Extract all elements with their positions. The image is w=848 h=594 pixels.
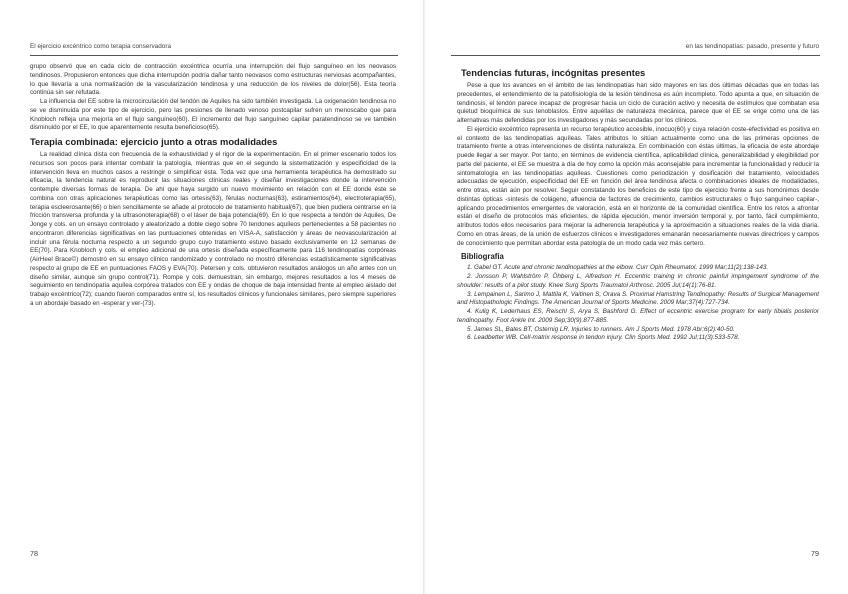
bibliography-entry: 5. James SL, Bates BT, Osternig LR. Injuries to runners. Am J Sports Med. 1978 Abr;6(2):40-50. <box>467 325 735 333</box>
bibliography-entry: 1. Gabel GT. Acute and chronic tendinopathies at the elbow. Curr Opin Rheumatol. 1999 Mar;11(2):138-143. <box>467 264 769 272</box>
right-page-body <box>457 63 819 343</box>
right-running-head: en las tendinopatías: pasado, presente y futuro <box>685 43 819 50</box>
section-heading-combined-therapy: Terapia combinada: ejercicio junto a otras modalidades <box>30 136 278 147</box>
right-page-number: 79 <box>811 549 819 558</box>
left-running-head: El ejercicio excéntrico como terapia conservadora <box>30 43 172 50</box>
bibliography-entry: 6. Leadbetter WB. Cell-matrix response in tendon injury. Clin Sports Med. 1992 Jul;11(3):533-578. <box>467 334 740 342</box>
bibliography-entry: 3. Lempainen L, Sarimo J, Mattila K, Vaitinen S, Orava S. Proximal Hamstring Tendinopathy: Results of Surgical Management and Histopathologic Findings. The American Journal of Sports Medicine. 2009 Mar;37(4):727-734. <box>457 290 819 307</box>
bibliography-entry: 2. Jonsson P, Wahlström P, Öhberg L, Alfredson H. Eccentric training in chronic painful impingement syndrome of the shoulder: results of a pilot study. Knee Surg Sports Traumatol Arthrosc. 2005 Jul;14(1):76-81. <box>457 273 819 289</box>
left-page-body <box>30 63 396 309</box>
bibliography-entry: 4. Kulig K, Lederhaus ES, Reischl S, Arya S, Bashford G. Effect of eccentric exercise program for early tibialis posterior tendinopathy. Foot Ankle Int. 2009 Sep;30(9):877-885. <box>457 308 819 324</box>
left-page-number: 78 <box>30 549 38 558</box>
body-paragraph: La realidad clínica dista con frecuencia de la exhaustividad y el rigor de la experimentación. En el primer escenario todos los recursos son pocos para intentar combatir la patología, mientras que en el segundo la sistematización y especificidad de la intervención lleva en muchos casos a restringir o simplificar ésta. Toda vez que una herramienta terapéutica ha demostrado su eficacia, la tendencia natural es reproducir las situaciones clínicas reales y diseñar investigaciones donde la intervención contemple diversas formas de terapia. De ahí que haya surgido un nuevo movimiento en relación con el EE donde éste se combina con otras aplicaciones terapéuticas como las ortesis(63), férulas nocturnas(63), estiramientos(64), electroterapia(65), terapia escleerosante(66) o bien sencillamente se añade al protocolo de tratamiento habitual(67), que bien pudiera centrarse en la fricción transversa profunda y la ultrasonoterapia(68) o el láser de baja potencia(69). En lo que respecta a tendón de Aquiles, De Jonge y cols. en un ensayo controlado y aleatorizado a doble ciego sobre 70 tendones aquíleos pertenecientes a 58 pacientes no encontraron diferencias significativas en las puntuaciones obtenidas en VISA-A, satisfacción y áreas de neovascularización al incluir una férula nocturna respecto a un segundo grupo cuyo tratamiento estuvo basado exclusivamente en 12 semanas de EE(70). Para Knobloch y cols. el empleo adicional de una ortesis diseñada específicamente para 116 tendinopatías corpóreas (AirHeel Brace©) demostró en su ensayo clínico randomizado y controlado no mostró diferencias estadísticamente significativas respecto al grupo de EE en puntuaciones FAOS y EVA(70). Petersen y cols. obtuvieron resultados análogos un año antes con un diseño similar, aunque sin grupo control(71). Rompe y cols. demuestran, sin embargo, mejores resultados a los 4 meses de seguimiento en tendinopatía aquílea corpórea tratados con EE y ondas de choque de baja intensidad frente al empleo aislado del trabajo excéntrico(72); cuando fueron comparados entre sí, los resultados clínicos y funcionales similares, pero siempre superiores a un abordaje basado en -esperar y ver-(73). <box>30 151 396 307</box>
right-page <box>424 0 848 594</box>
bibliography-heading: Bibliografía <box>461 252 504 262</box>
body-paragraph: Pese a que los avances en el ámbito de las tendinopatías han sido mayores en las dos últimas décadas que en todas las precedentes, el entendimiento de la patofisiología de la lesión tendinosa es aún incompleto. Todo apunta a que, en situación de tendinosis, el tendón parece incapaz de progresar hacia un ciclo de curación activo y necesita de estímulos que combatan esa quietud bioquímica de sus tenoblastos. Entre aquéllas de naturaleza mecánica, parece que el EE se erige como una de las alternativas más defendidas por los investigadores y más secundadas por los clínicos. <box>457 82 819 124</box>
right-header-rule <box>451 55 820 56</box>
body-paragraph: El ejercicio excéntrico representa un recurso terapéutico accesible, inocuo(60) y cuya relación coste-efectividad es positiva en el contexto de las tendinopatías aquíleas. Tales atributos lo sitúan actualmente como una de las primeras opciones de tratamiento frente a otras intervenciones de distinta naturaleza. En combinación con éstas últimas, la eficacia de este abordaje puede llegar a ser mayor. Por tanto, en términos de evidencia científica, aplicabilidad clínica, generalizabilidad y elegibilidad por parte del paciente, el EE se muestra a día de hoy como la opción más aconsejable para incrementar la funcionalidad y reducir la sintomatología en las tendinopatías aquíleas. Cuestiones como periodización y dosificación del tratamiento, velocidades adecuadas de ejecución, especificidad del EE en función del área tendinosa afecta o combinaciones ideales de modalidades, entre otras, están aún por resolver. Seguir constatando los beneficios de este tipo de ejercicio frente a sus homónimos desde distintas ópticas -síntesis de colágeno, afluencia de factores de crecimiento, cambios estructurales o flujo sanguíneo capilar-, aplicando procedimientos emergentes de valoración, está en el horizonte de la comunidad científica. Entre los retos a afrontar están el diseño de protocolos más eficientes, de rápida ejecución, menor inversión temporal y, por tanto, fácil cumplimiento, atributos todos ellos necesarios para mejorar la adherencia terapéutica y la aproximación a situaciones reales de la vida diaria. Como en otras áreas, de la unión de esfuerzos clínicos e investigadores emanarán necesariamente nuevas directrices y campos de conocimiento que permitan abordar esta patología de un modo cada vez más certero. <box>457 125 819 247</box>
bibliography-list <box>457 264 819 343</box>
body-paragraph: La influencia del EE sobre la microcirculación del tendón de Aquiles ha sido también investigada. La oxigenación tendinosa no se ve disminuida por este tipo de ejercicio, pero las presiones de llenado venoso postcapilar sufren un menoscabo que para Knobloch refleja una mejoría en el flujo sanguíneo(60). El incremento del flujo sanguíneo capilar paratendinoso se ve también disminuido por el EE, lo que aparentemente resulta beneficioso(65). <box>30 98 396 132</box>
section-heading-future-trends: Tendencias futuras, incógnitas presentes <box>461 67 646 78</box>
left-header-rule <box>30 55 398 56</box>
body-paragraph: grupo observó que en cada ciclo de contracción excéntrica ocurría una interrupción del flujo sanguíneo en los neovasos tendinosos. Propusieron entonces que dicha interrupción podría dañar tanto neovasos como estructuras nerviosas acompañantes, lo que llevaría a una normalización de la vascularización tendinosa y una reducción de los niveles de dolor(56). Esta teoría continúa sin ser refutada. <box>30 63 396 97</box>
